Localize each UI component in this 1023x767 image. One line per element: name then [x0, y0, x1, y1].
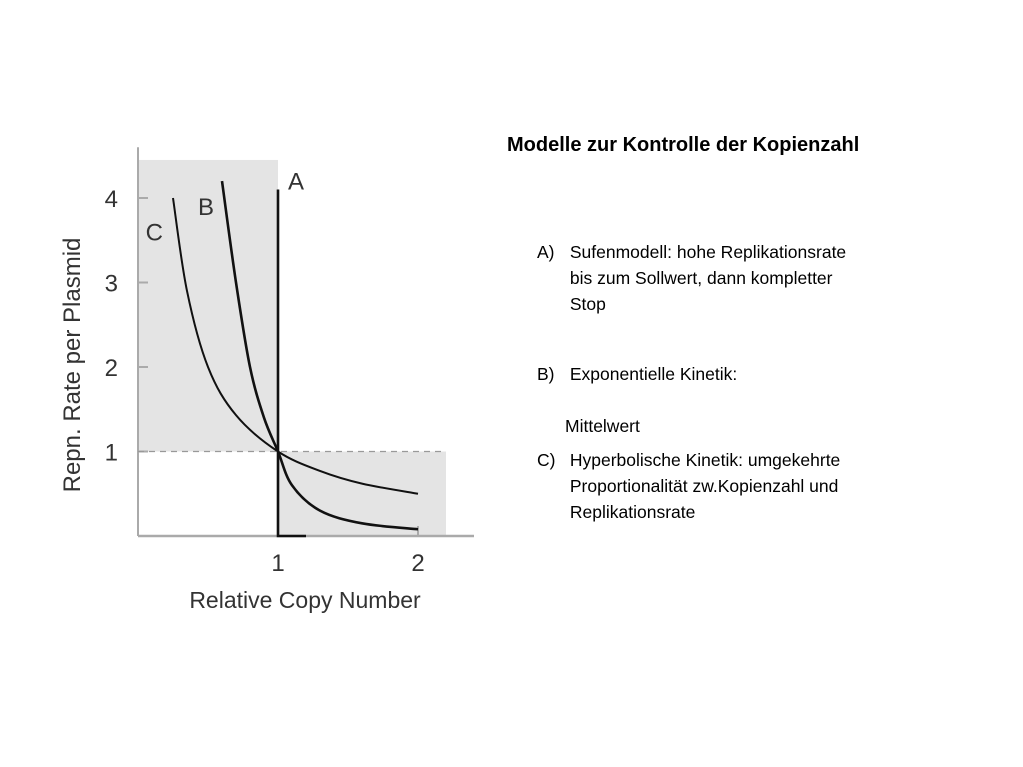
item-line: bis zum Sollwert, dann kompletter	[569, 268, 833, 288]
shaded-region	[138, 160, 446, 536]
y-axis-label: Repn. Rate per Plasmid	[59, 237, 86, 493]
item-line: Exponentielle Kinetik:	[569, 364, 738, 384]
slide-title: Modelle zur Kontrolle der Kopienzahl	[507, 134, 860, 156]
x-tick-label: 1	[271, 550, 285, 577]
x-tick-label: 2	[411, 550, 425, 577]
item-line: Sufenmodell: hohe Replikationsrate	[569, 242, 847, 262]
copy-number-chart	[0, 0, 480, 640]
item-line: Replikationsrate	[569, 502, 696, 522]
item-line: Hyperbolische Kinetik: umgekehrte	[569, 450, 841, 470]
item-line: Stop	[569, 294, 606, 314]
y-tick-label: 4	[104, 186, 118, 213]
series-label-c: C	[145, 219, 163, 247]
y-tick-label: 3	[104, 270, 118, 298]
item-letter: C)	[537, 450, 556, 470]
list-item-c	[537, 447, 840, 525]
x-axis-label: Relative Copy Number	[189, 587, 421, 613]
item-line: Proportionalität zw.Kopienzahl und	[569, 476, 839, 496]
series-label-a: A	[288, 168, 305, 196]
y-tick-label: 1	[104, 439, 118, 467]
list-item-a	[537, 239, 846, 317]
list-item-b	[537, 361, 737, 387]
item-letter: B)	[537, 364, 555, 384]
item-letter: A)	[537, 242, 555, 262]
item-extra-text: Mittelwert	[565, 416, 640, 436]
y-tick-label: 2	[104, 355, 118, 382]
series-label-b: B	[197, 193, 214, 221]
